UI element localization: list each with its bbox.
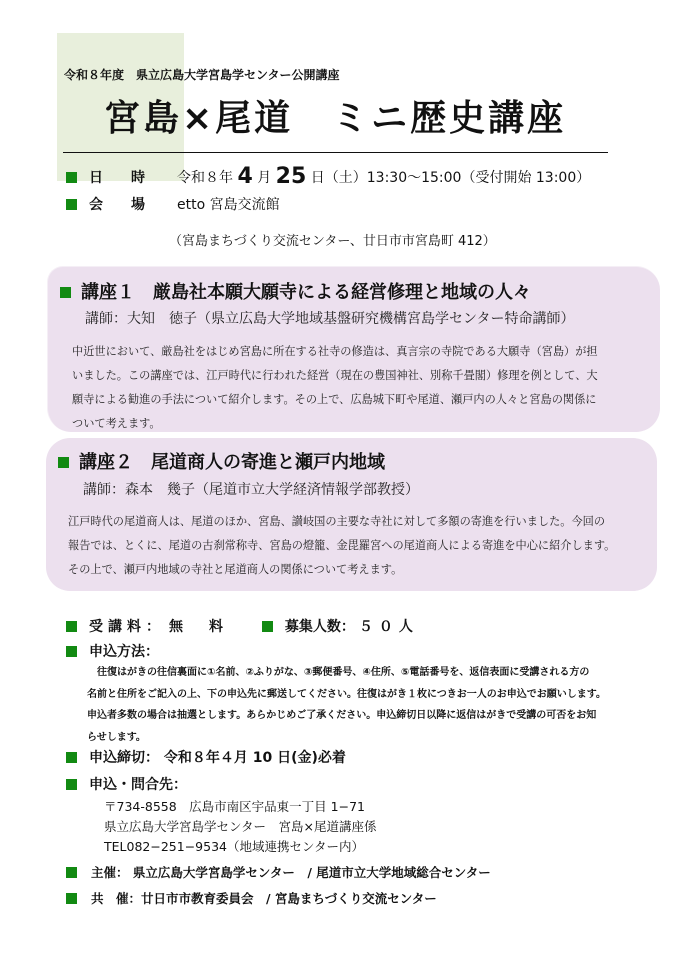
- contact-label: 申込・問合先：: [89, 777, 187, 793]
- bullet-square-icon: [66, 867, 77, 878]
- lecture-panel-2: [46, 438, 657, 591]
- lecture-panel-1: [47, 266, 660, 432]
- page-title: 宮島×尾道 ミニ歴史講座: [104, 98, 567, 139]
- description-line: その上で、瀬戸内地域の寺社と尾道商人の関係について考えます。: [68, 563, 403, 576]
- contact-organization: 県立広島大学宮島学センター 宮島×尾道講座係: [104, 819, 377, 834]
- contact-phone: TEL082−251−9534（地域連携センター内）: [104, 839, 364, 854]
- description-line: ついて考えます。: [72, 417, 161, 430]
- date-month-suffix: 月: [257, 170, 272, 186]
- bullet-square-icon: [66, 172, 77, 183]
- date-prefix: 令和８年: [177, 170, 233, 186]
- apply-line: 申込者多数の場合は抽選とします。あらかじめご了承ください。申込締切日以降に返信はがきで受講の可否をお知: [87, 710, 597, 721]
- date-month: 4: [237, 164, 253, 189]
- lecture-title-1: [60, 278, 531, 304]
- bullet-square-icon: [262, 621, 273, 632]
- deadline-label: 申込締切：: [89, 750, 159, 766]
- deadline-value: 令和８年４月 10 日(金)必着: [163, 750, 346, 766]
- capacity-value: ５０人: [358, 619, 419, 635]
- date-suffix: 日（土）13:30～15:00（受付開始 13:00）: [310, 170, 591, 186]
- contact-heading: [66, 774, 187, 794]
- apply-line: 名前と住所をご記入の上、下の申込先に郵送してください。往復はがき１枚につきお一人のお申込でお願いします。: [87, 688, 606, 700]
- cohost-row: [66, 889, 437, 907]
- venue-label: 会 場: [89, 197, 145, 213]
- bullet-square-icon: [66, 646, 77, 657]
- host-row: [66, 863, 491, 881]
- lecture-title-2: [58, 448, 385, 474]
- lecture-description: [68, 510, 653, 582]
- apply-line: 往復はがきの往信裏面に①名前、②ふりがな、③郵便番号、④住所、⑤電話番号を、返信表面に受講される方の: [97, 667, 590, 678]
- bullet-square-icon: [66, 752, 77, 763]
- bullet-square-icon: [66, 199, 77, 210]
- bullet-square-icon: [58, 457, 69, 468]
- event-date-row: [66, 164, 590, 189]
- bullet-square-icon: [60, 287, 71, 298]
- lecture-title-text: 厳島社本願大願寺による経営修理と地域の人々: [153, 282, 531, 303]
- venue-name: etto 宮島交流館: [177, 197, 280, 213]
- capacity-label: 募集人数：: [284, 619, 355, 635]
- contact-postal-address: 〒734-8558 広島市南区宇品東一丁目 1−71: [104, 799, 365, 814]
- date-day: 25: [275, 164, 307, 189]
- contact-address: [104, 797, 376, 857]
- title-divider: [63, 152, 608, 153]
- lecture-lecturer: 講師：大知 徳子（県立広島大学地域基盤研究機構宮島学センター特命講師）: [85, 311, 575, 327]
- bullet-square-icon: [66, 779, 77, 790]
- apply-method-body: [87, 662, 647, 748]
- lecture-description: [72, 340, 652, 436]
- description-line: 報告では、とくに、尾道の古刹常称寺、宮島の燈籠、金毘羅宮への尾道商人による寄進を中心に紹介します。: [68, 539, 616, 552]
- page-subtitle: 令和８年度 県立広島大学宮島学センター公開講座: [64, 68, 340, 82]
- deadline-row: [66, 747, 346, 767]
- fee-capacity-row: [66, 616, 419, 636]
- lecture-number: 講座１: [81, 282, 135, 303]
- bullet-square-icon: [66, 621, 77, 632]
- description-line: 中近世において、厳島社をはじめ宮島に所在する社寺の修造は、真言宗の寺院である大願寺（宮島）が担: [72, 345, 598, 358]
- lecture-lecturer: 講師：森本 幾子（尾道市立大学経済情報学部教授）: [83, 482, 419, 498]
- venue-detail: （宮島まちづくり交流センター、廿日市市宮島町 412）: [169, 234, 496, 249]
- date-label: 日 時: [89, 170, 145, 186]
- apply-line: らせします。: [87, 731, 146, 743]
- fee-value: 無 料: [169, 619, 229, 635]
- apply-method-heading: [66, 641, 159, 661]
- host-label: 主催：: [91, 865, 129, 880]
- cohost-value: 廿日市市教育委員会 / 宮島まちづくり交流センター: [141, 891, 437, 906]
- apply-method-label: 申込方法：: [89, 644, 159, 660]
- lecture-title-text: 尾道商人の寄進と瀬戸内地域: [151, 452, 385, 473]
- fee-label: 受講料：: [89, 619, 165, 635]
- cohost-label: 共 催：: [91, 891, 142, 906]
- lecture-number: 講座２: [79, 452, 133, 473]
- bullet-square-icon: [66, 893, 77, 904]
- host-value: 県立広島大学宮島学センター / 尾道市立大学地域総合センター: [132, 865, 491, 880]
- description-line: 江戸時代の尾道商人は、尾道のほか、宮島、讃岐国の主要な寺社に対して多額の寄進を行いました。今回の: [68, 515, 606, 528]
- event-venue-row: [66, 194, 280, 214]
- description-line: いました。この講座では、江戸時代に行われた経営（現在の豊国神社、別称千畳閣）修理を例として、大: [72, 369, 598, 382]
- description-line: 願寺による勧進の手法について紹介します。その上で、広島城下町や尾道、瀬戸内の人々と宮島の関係に: [72, 393, 597, 406]
